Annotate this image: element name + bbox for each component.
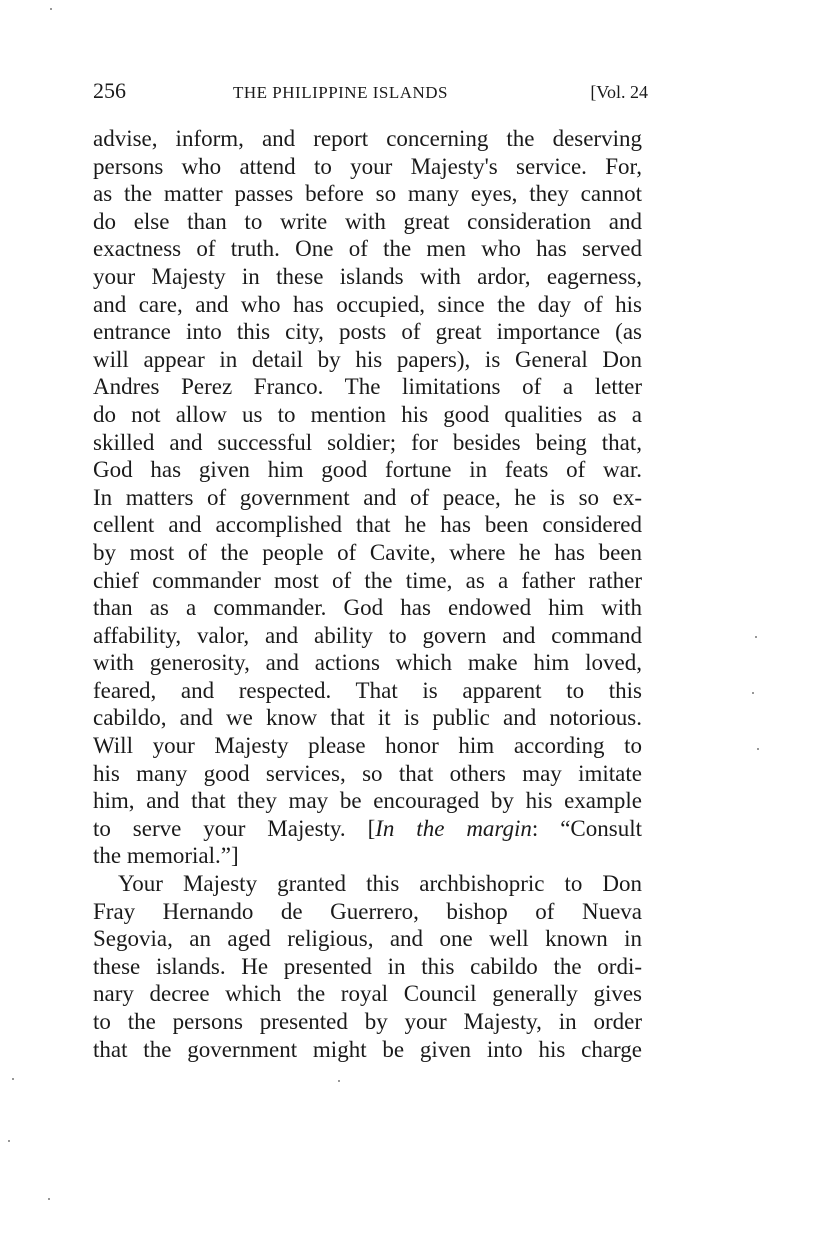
text-line: that the government might be given into his charge (93, 1036, 642, 1062)
text-line: his many good services, so that others may imitate (93, 760, 642, 786)
scan-speck (50, 8, 52, 10)
paragraph-start-line: Your Majesty granted this archbishopric to Don (118, 871, 642, 897)
text-line: your Majesty in these islands with ardor, eagerness, (93, 263, 642, 289)
margin-note-suffix: : “Consult (531, 815, 643, 841)
text-line: entrance into this city, posts of great importance (as (93, 319, 642, 345)
text-line: Fray Hernando de Guerrero, bishop of Nueva (93, 898, 642, 924)
margin-note-line (93, 815, 642, 843)
page-number: 256 (93, 78, 126, 103)
text-line: feared, and respected. That is apparent to this (93, 677, 642, 703)
text-line: than as a commander. God has endowed him with (93, 595, 642, 621)
text-line: do not allow us to mention his good qualities as a (93, 401, 642, 427)
paragraph-end-line: the memorial.”] (93, 843, 239, 869)
margin-note-label: In the margin (375, 815, 532, 841)
text-line: these islands. He presented in this cabildo the ordi- (93, 953, 642, 979)
text-line: to the persons presented by your Majesty, in order (93, 1009, 642, 1034)
text-line: affability, valor, and ability to govern and command (93, 622, 642, 648)
text-line: with generosity, and actions which make him loved, (93, 650, 642, 676)
text-line: do else than to write with great consideration and (93, 208, 642, 234)
text-line: skilled and successful soldier; for besides being that, (93, 429, 642, 455)
text-line: Andres Perez Franco. The limitations of a letter (93, 374, 642, 400)
text-line: as the matter passes before so many eyes, they cannot (93, 181, 642, 207)
text-line: exactness of truth. One of the men who has served (93, 236, 642, 262)
text-line: nary decree which the royal Council generally gives (93, 981, 642, 1007)
scan-speck (752, 692, 754, 694)
running-title: THE PHILIPPINE ISLANDS (233, 83, 448, 102)
scan-speck (755, 636, 757, 638)
text-line: him, and that they may be encouraged by his example (93, 788, 642, 814)
margin-note-prefix: to serve your Majesty. [ (93, 815, 376, 841)
text-line: will appear in detail by his papers), is General Don (93, 346, 642, 372)
text-line: God has given him good fortune in feats of war. (93, 457, 642, 483)
text-line: In matters of government and of peace, he is so ex- (93, 484, 642, 510)
scan-speck (757, 748, 759, 750)
text-line: by most of the people of Cavite, where he has been (93, 539, 642, 565)
volume-reference: [Vol. 24 (590, 82, 648, 102)
text-line: chief commander most of the time, as a father rather (93, 567, 642, 593)
text-line: and care, and who has occupied, since the day of his (93, 291, 642, 317)
scan-speck (12, 1078, 14, 1080)
text-line: cabildo, and we know that it is public and notorious. (93, 705, 642, 731)
text-line: Will your Majesty please honor him according to (93, 733, 642, 759)
body-text (93, 125, 642, 1063)
scan-speck (48, 1198, 50, 1200)
text-line: cellent and accomplished that he has been considered (93, 512, 642, 538)
text-line: persons who attend to your Majesty's service. For, (93, 153, 642, 179)
text-line: Segovia, an aged religious, and one well known in (93, 926, 642, 952)
scan-speck (8, 1140, 10, 1142)
scan-speck (338, 1080, 340, 1082)
running-head (93, 74, 648, 108)
text-line: advise, inform, and report concerning the deserving (93, 126, 642, 151)
